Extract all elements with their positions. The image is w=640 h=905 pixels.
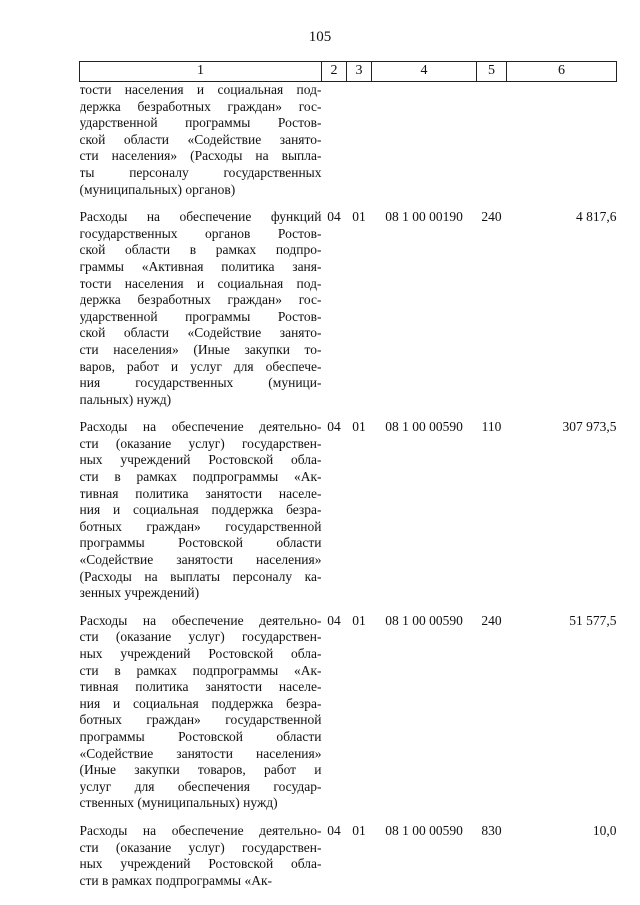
description-line: ской области «Содействие занято-: [79, 325, 322, 341]
description-line: сти населения» (Иные закупки то-: [79, 341, 322, 357]
description-line: ных учреждений Ростовской обла-: [79, 646, 322, 661]
description-line: Расходы на обеспечение функций: [79, 209, 322, 225]
subsection-code: 01: [352, 612, 366, 628]
subsection-code: 01: [352, 822, 366, 838]
description-line: ственных (муниципальных) нужд): [79, 795, 278, 811]
description-line: пальных) нужд): [79, 391, 172, 407]
description-line: сти в рамках подпрограммы «Ак-: [79, 469, 322, 485]
description-line: ботных граждан» государственной: [79, 518, 322, 534]
description-line: ных учреждений Ростовской обла-: [79, 452, 322, 468]
expense-type-code: 830: [481, 822, 502, 838]
target-article-code: 08 1 00 00590: [385, 612, 463, 628]
expense-type-code: 240: [481, 209, 502, 225]
amount-value: [507, 82, 617, 199]
table-row: [80, 812, 617, 889]
table-row: [80, 198, 617, 408]
table-header-row: [80, 62, 617, 82]
expense-type-code: 110: [481, 419, 502, 435]
expense-description: [80, 198, 322, 408]
page-number: 105: [308, 29, 332, 45]
column-header-6: 6: [507, 62, 617, 82]
description-line: тости населения и социальная под-: [79, 82, 322, 97]
expense-description: [80, 812, 322, 889]
description-line: сти (оказание услуг) государствен-: [79, 435, 322, 451]
description-line: ния и социальная поддержка безра-: [79, 695, 322, 711]
description-line: варов, работ и услуг для обеспече-: [79, 358, 322, 374]
description-line: сти (оказание услуг) государствен-: [79, 629, 322, 645]
description-line: ударственной программы Ростов-: [79, 115, 322, 131]
section-code: 04: [327, 612, 341, 628]
description-line: «Содействие занятости населения»: [79, 745, 322, 761]
description-line: сти в рамках подпрограммы «Ак-: [79, 872, 273, 888]
description-line: (Расходы на выплаты персоналу ка-: [79, 568, 322, 584]
description-line: ботных граждан» государственной: [79, 712, 322, 728]
description-line: ской области «Содействие занято-: [79, 131, 322, 147]
description-line: сти населения» (Расходы на выпла-: [79, 148, 322, 164]
description-line: ской области в рамках подпро-: [79, 242, 322, 258]
expense-description: [80, 82, 322, 199]
description-line: граммы «Активная политика заня-: [79, 258, 322, 274]
table-row: [80, 602, 617, 812]
table-body: [80, 82, 617, 890]
description-line: ния государственных (муници-: [79, 375, 322, 391]
section-code: [322, 82, 347, 199]
target-article-code: 08 1 00 00590: [385, 419, 463, 435]
budget-table: [79, 61, 617, 889]
description-line: сти (оказание услуг) государствен-: [79, 839, 322, 855]
column-header-4: 4: [372, 62, 477, 82]
column-header-3: 3: [347, 62, 372, 82]
section-code: 04: [327, 419, 341, 435]
amount-value: 4 817,6: [576, 209, 617, 225]
description-line: зенных учреждений): [79, 585, 200, 601]
amount-value: 307 973,5: [562, 419, 617, 435]
description-line: держка безработных граждан» гос-: [79, 98, 322, 114]
description-line: Расходы на обеспечение деятельно-: [79, 612, 322, 628]
description-line: услуг для обеспечения государ-: [79, 778, 322, 794]
description-line: ных учреждений Ростовской обла-: [79, 856, 322, 872]
description-line: ударственной программы Ростов-: [79, 308, 322, 324]
table-row: [80, 82, 617, 199]
target-article-code: 08 1 00 00590: [385, 822, 463, 838]
description-line: государственных органов Ростов-: [79, 225, 322, 241]
description-line: Расходы на обеспечение деятельно-: [79, 822, 322, 838]
amount-value: 10,0: [592, 822, 617, 838]
subsection-code: [347, 82, 372, 199]
description-line: ния и социальная поддержка безра-: [79, 502, 322, 518]
column-header-5: 5: [477, 62, 507, 82]
description-line: сти в рамках подпрограммы «Ак-: [79, 662, 322, 678]
expense-type-code: [477, 82, 507, 199]
amount-value: 51 577,5: [569, 612, 617, 628]
column-header-1: 1: [80, 62, 322, 82]
section-code: 04: [327, 822, 341, 838]
table-row: [80, 408, 617, 602]
description-line: ты персоналу государственных: [79, 164, 322, 180]
target-article-code: [372, 82, 477, 199]
description-line: программы Ростовской области: [79, 728, 322, 744]
description-line: (муниципальных) органов): [79, 181, 236, 197]
description-line: держка безработных граждан» гос-: [79, 292, 322, 308]
description-line: Расходы на обеспечение деятельно-: [79, 419, 322, 435]
description-line: программы Ростовской области: [79, 535, 322, 551]
subsection-code: 01: [352, 419, 366, 435]
description-line: «Содействие занятости населения»: [79, 552, 322, 568]
description-line: тивная политика занятости населе-: [79, 485, 322, 501]
target-article-code: 08 1 00 00190: [385, 209, 463, 225]
expense-description: [80, 602, 322, 812]
subsection-code: 01: [352, 209, 366, 225]
description-line: тивная политика занятости населе-: [79, 679, 322, 695]
section-code: 04: [327, 209, 341, 225]
description-line: тости населения и социальная под-: [79, 275, 322, 291]
expense-description: [80, 408, 322, 602]
description-line: (Иные закупки товаров, работ и: [79, 762, 322, 778]
expense-type-code: 240: [481, 612, 502, 628]
column-header-2: 2: [322, 62, 347, 82]
